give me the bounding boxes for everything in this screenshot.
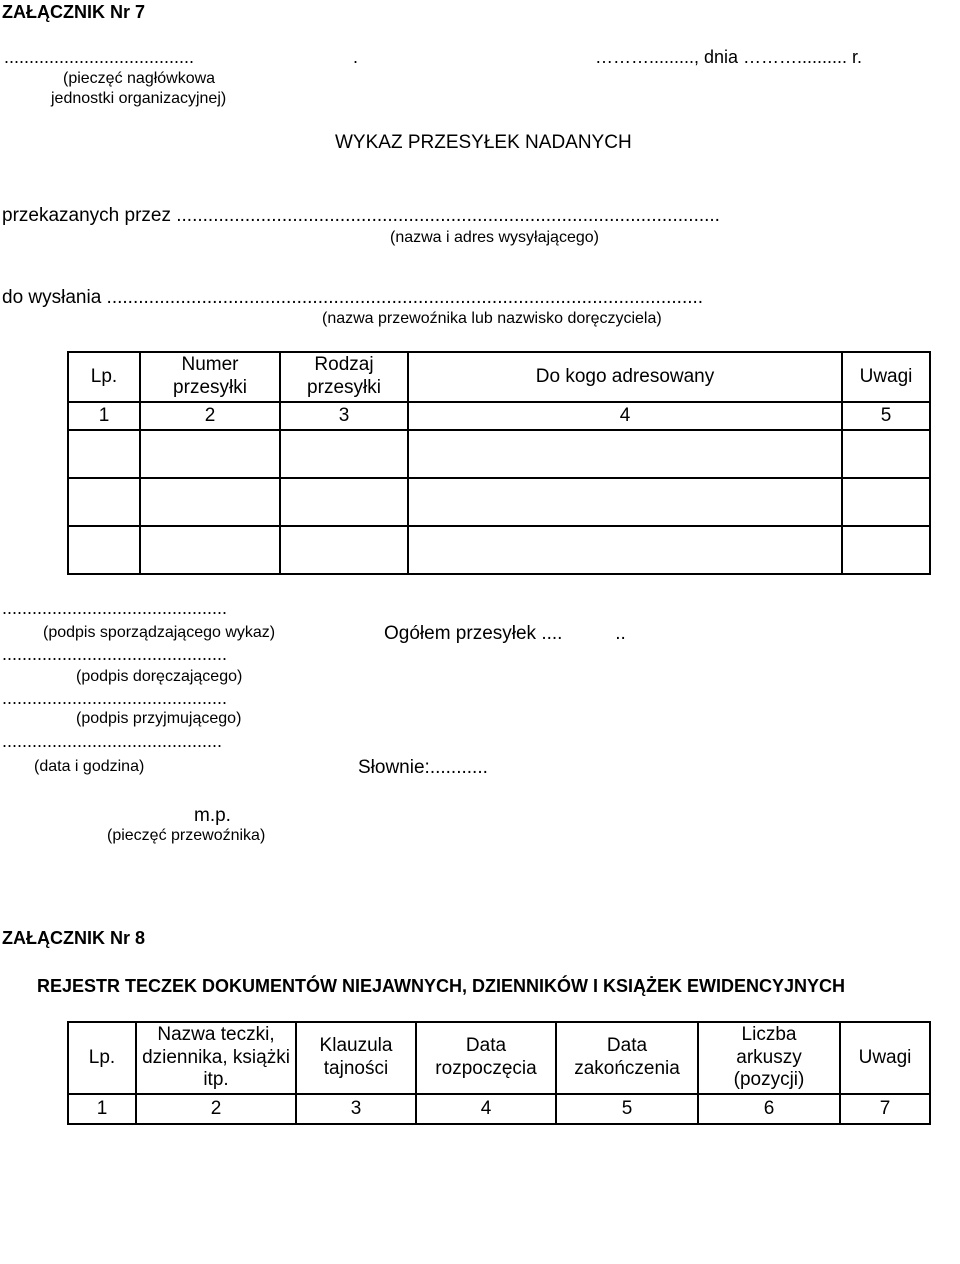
reg-header-lp-label: Lp. <box>88 1046 116 1068</box>
sig-caption-datetime: (data i godzina) <box>34 758 145 775</box>
table-cell[interactable] <box>408 430 842 478</box>
reg-header-liczba-line1: Liczba <box>741 1023 797 1045</box>
reg-header-uwagi-label: Uwagi <box>858 1046 912 1068</box>
mp-label: m.p. <box>194 805 231 826</box>
reg-header-nazwa-line2: dziennika, książki <box>142 1046 290 1068</box>
header-numer <box>140 352 280 402</box>
reg-header-rozp-line1: Data <box>465 1035 507 1057</box>
col-number: 3 <box>296 1094 416 1124</box>
table-row <box>68 430 930 478</box>
table-cell[interactable] <box>68 526 140 574</box>
col-number: 1 <box>68 402 140 430</box>
reg-header-nazwa-line1: Nazwa teczki, <box>157 1023 275 1045</box>
header-uwagi-label: Uwagi <box>859 365 913 387</box>
header-rodzaj-line2: przesyłki <box>307 377 381 398</box>
table-cell[interactable] <box>408 526 842 574</box>
col-number: 7 <box>840 1094 930 1124</box>
register-header-row <box>68 1022 930 1094</box>
header-uwagi <box>842 352 930 402</box>
table-cell[interactable] <box>842 526 930 574</box>
sig-caption-deliverer: (podpis doręczającego) <box>76 668 243 685</box>
table-cell[interactable] <box>842 430 930 478</box>
shipments-header-row <box>68 352 930 402</box>
reg-header-klauzula-line2: tajności <box>323 1058 389 1079</box>
header-numer-line1: Numer <box>181 354 239 376</box>
sig-dots-deliverer: ............................................. <box>2 644 228 664</box>
reg-header-rozpoczecia <box>416 1022 556 1094</box>
register-number-row <box>68 1094 930 1124</box>
sender-caption: (nazwa i adres wysyłającego) <box>390 229 599 246</box>
reg-header-liczba-line2: arkuszy <box>736 1046 802 1068</box>
header-rodzaj-line1: Rodzaj <box>314 354 374 376</box>
register-table <box>67 1021 931 1125</box>
header-rodzaj <box>280 352 408 402</box>
table-cell[interactable] <box>140 526 280 574</box>
stamp-caption-1: (pieczęć nagłówkowa <box>63 70 216 87</box>
col-number: 2 <box>140 402 280 430</box>
sig-dots-datetime: ............................................ <box>2 731 223 751</box>
header-lp <box>68 352 140 402</box>
stamp-dot: . <box>353 47 359 67</box>
reg-header-uwagi <box>840 1022 930 1094</box>
carrier-line: do wysłania ................................................................................................................. <box>2 287 704 308</box>
stamp-caption-2: jednostki organizacyjnej) <box>51 90 227 107</box>
reg-header-klauzula <box>296 1022 416 1094</box>
mp-caption: (pieczęć przewoźnika) <box>107 827 266 844</box>
reg-header-liczba-line3: (pozycji) <box>733 1069 805 1091</box>
sig-caption-receiver: (podpis przyjmującego) <box>76 710 242 727</box>
col-number: 5 <box>842 402 930 430</box>
reg-header-zak-line1: Data <box>606 1035 648 1057</box>
annex8-title: ZAŁĄCZNIK Nr 8 <box>2 928 145 948</box>
col-number: 1 <box>68 1094 136 1124</box>
table-cell[interactable] <box>408 478 842 526</box>
table-row <box>68 526 930 574</box>
reg-header-nazwa-line3: itp. <box>203 1069 229 1091</box>
reg-header-liczba <box>698 1022 840 1094</box>
shipments-table <box>67 351 931 575</box>
table-cell[interactable] <box>140 430 280 478</box>
reg-header-lp <box>68 1022 136 1094</box>
header-numer-line2: przesyłki <box>173 377 247 398</box>
sig-dots-preparer: ............................................. <box>2 598 228 618</box>
table-cell[interactable] <box>68 430 140 478</box>
header-do-kogo <box>408 352 842 402</box>
sig-caption-preparer: (podpis sporządzającego wykaz) <box>43 624 276 641</box>
total-shipments: Ogółem przesyłek .... .. <box>384 623 626 644</box>
col-number: 2 <box>136 1094 296 1124</box>
reg-header-zakonczenia <box>556 1022 698 1094</box>
reg-header-rozp-line2: rozpoczęcia <box>435 1058 537 1079</box>
table-row <box>68 478 930 526</box>
col-number: 5 <box>556 1094 698 1124</box>
annex7-title: ZAŁĄCZNIK Nr 7 <box>2 2 145 22</box>
header-do-kogo-label: Do kogo adresowany <box>535 365 715 387</box>
col-number: 6 <box>698 1094 840 1124</box>
sig-dots-receiver: ............................................. <box>2 688 228 708</box>
date-line: ………........., dnia ……….......... r. <box>595 47 863 67</box>
shipments-number-row <box>68 402 930 430</box>
reg-header-zak-line2: zakończenia <box>574 1058 680 1079</box>
sender-line: przekazanych przez ....................................................................................................... <box>2 205 720 226</box>
stamp-dots: ...................................... <box>4 47 195 67</box>
carrier-caption: (nazwa przewoźnika lub nazwisko doręczyciela) <box>322 310 662 327</box>
table-cell[interactable] <box>280 478 408 526</box>
col-number: 4 <box>416 1094 556 1124</box>
table-cell[interactable] <box>140 478 280 526</box>
table-cell[interactable] <box>842 478 930 526</box>
table-cell[interactable] <box>280 526 408 574</box>
table-cell[interactable] <box>68 478 140 526</box>
col-number: 3 <box>280 402 408 430</box>
reg-header-klauzula-line1: Klauzula <box>319 1035 393 1057</box>
annex8-heading: REJESTR TECZEK DOKUMENTÓW NIEJAWNYCH, DZIENNIKÓW I KSIĄŻEK EWIDENCYJNYCH <box>37 976 846 996</box>
annex7-heading: WYKAZ PRZESYŁEK NADANYCH <box>335 132 632 153</box>
words-label: Słownie:........... <box>358 757 488 778</box>
reg-header-nazwa <box>136 1022 296 1094</box>
col-number: 4 <box>408 402 842 430</box>
table-cell[interactable] <box>280 430 408 478</box>
header-lp-label: Lp. <box>90 365 118 387</box>
